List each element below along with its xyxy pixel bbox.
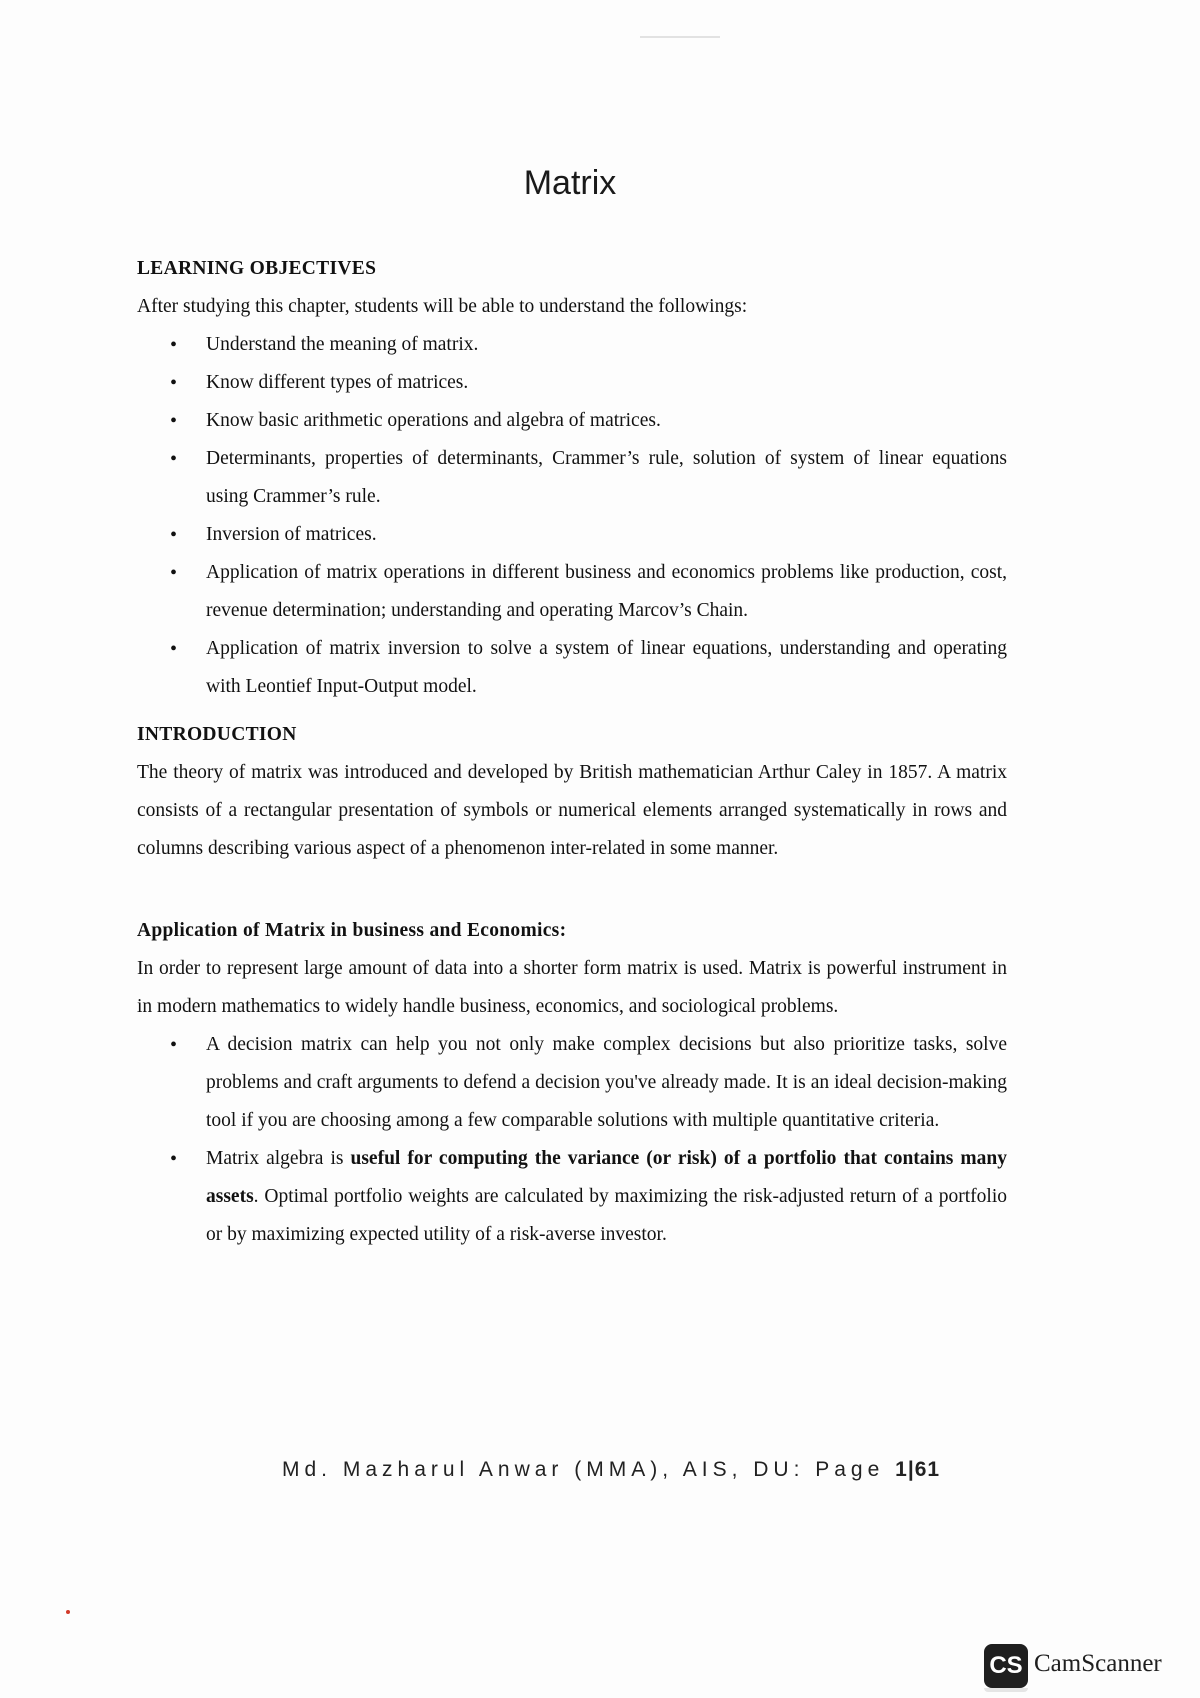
bullet-icon: • [170, 410, 178, 432]
camscanner-logo-icon: CS [984, 1644, 1028, 1688]
page-separator: | [907, 1458, 915, 1481]
bullet-icon: • [170, 448, 178, 470]
page-number: 1 [895, 1458, 908, 1481]
scan-speck [66, 1610, 70, 1614]
page-footer [282, 1458, 940, 1482]
learning-objectives-heading: LEARNING OBJECTIVES [137, 258, 377, 279]
list-item: • Know basic arithmetic operations and algebra of matrices. [206, 402, 1007, 440]
list-item: • Know different types of matrices. [206, 364, 1007, 402]
bullet-icon: • [170, 562, 178, 584]
list-item: • Determinants, properties of determinants, Crammer’s rule, solution of system of linear equations using Crammer’s rule. [206, 440, 1007, 516]
camscanner-brand: CamScanner [1034, 1650, 1162, 1677]
bullet-icon: • [170, 372, 178, 394]
page-title: Matrix [523, 164, 617, 202]
list-item: • Inversion of matrices. [206, 516, 1007, 554]
bullet-icon: • [170, 1034, 178, 1056]
application-text: In order to represent large amount of data into a shorter form matrix is used. Matrix is powerful instrument in in modern mathematics to widely handle business, economics, and sociological problems. [137, 958, 1007, 1017]
bullet-icon: • [170, 334, 178, 356]
bullet-icon: • [170, 638, 178, 660]
list-item: • A decision matrix can help you not only make complex decisions but also prioritize tasks, solve problems and craft arguments to defend a decision you've already made. It is an ideal decision-making tool if you are choosing among a few comparable solutions with multiple quantitative criteria. [206, 1026, 1007, 1140]
introduction-text: The theory of matrix was introduced and developed by British mathematician Arthur Caley in 1857. A matrix consists of a rectangular presentation of symbols or numerical elements arranged systematically in rows and columns describing various aspect of a phenomenon inter-related in some manner. [137, 762, 1007, 859]
application-section [137, 912, 1007, 1254]
footer-author: Md. Mazharul Anwar (MMA), AIS, DU: Page [282, 1458, 896, 1481]
scan-mark [640, 36, 720, 38]
bold-phrase: useful for computing the variance (or risk) of a portfolio that contains many assets [206, 1148, 1007, 1207]
list-item: • Application of matrix operations in different business and economics problems like production, cost, revenue determination; understanding and operating Marcov’s Chain. [206, 554, 1007, 630]
application-list [137, 1026, 1007, 1254]
list-item: • Matrix algebra is useful for computing the variance (or risk) of a portfolio that contains many assets. Optimal portfolio weights are calculated by maximizing the risk-adjusted return of a portfolio or by maximizing expected utility of a risk-averse investor. [206, 1140, 1007, 1254]
bullet-icon: • [170, 524, 178, 546]
learning-objectives-list [137, 326, 1007, 706]
learning-objectives-intro: After studying this chapter, students will be able to understand the followings: [137, 296, 748, 317]
document-body [137, 250, 1007, 1254]
introduction-heading: INTRODUCTION [137, 724, 297, 745]
list-item: • Application of matrix inversion to solve a system of linear equations, understanding and operating with Leontief Input-Output model. [206, 630, 1007, 706]
introduction-section [137, 716, 1007, 868]
learning-objectives-section [137, 250, 1007, 706]
bullet-icon: • [170, 1148, 178, 1170]
list-item: • Understand the meaning of matrix. [206, 326, 1007, 364]
total-pages: 61 [914, 1458, 941, 1481]
application-heading: Application of Matrix in business and Economics: [137, 920, 567, 941]
